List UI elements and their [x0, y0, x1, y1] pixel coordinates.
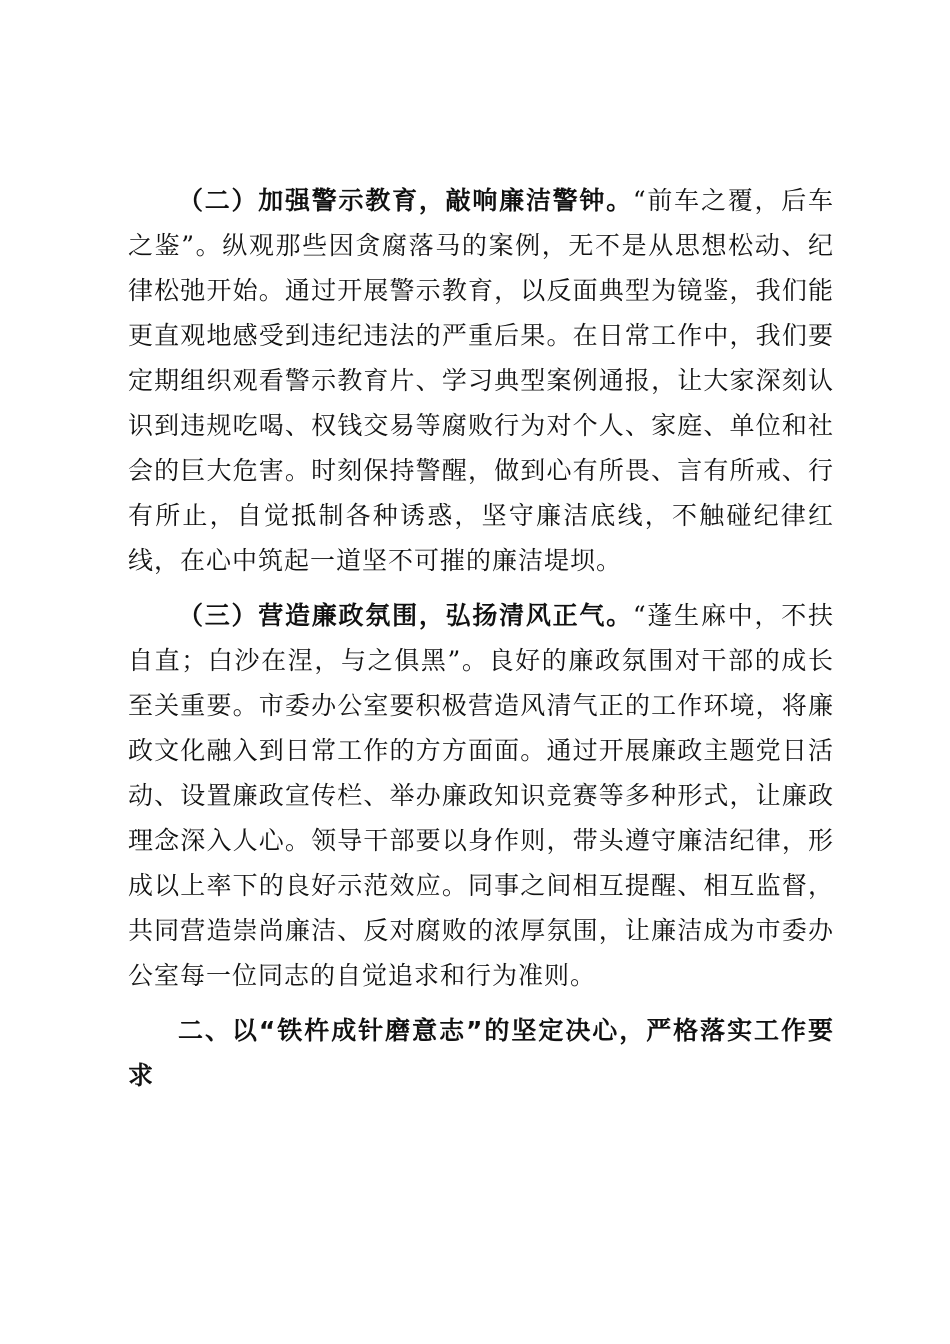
paragraph-text: “蓬生麻中，不扶自直；白沙在涅，与之俱黑”。良好的廉政氛围对干部的成长至关重要。市委办公室要积极营造风清气正的工作环境，将廉政文化融入到日常工作的方方面面。通过开展廉政主题党日活动、设置廉政宣传栏、举办廉政知识竞赛等多种形式，让廉政理念深入人心。领导干部要以身作则，带头遵守廉洁纪律，形成以上率下的良好示范效应。同事之间相互提醒、相互监督，共同营造崇尚廉洁、反对腐败的浓厚氛围，让廉洁成为市委办公室每一位同志的自觉追求和行为准则。 — [128, 601, 834, 990]
paragraph-clean-atmosphere — [128, 593, 834, 998]
paragraph-warning-education — [128, 178, 834, 583]
subheading-warning-education: （二）加强警示教育，敲响廉洁警钟。 — [178, 186, 633, 215]
section-heading: 二、以“铁杵成针磨意志”的坚定决心，严格落实工作要求 — [128, 1016, 834, 1090]
paragraph-text: “前车之覆，后车之鉴”。纵观那些因贪腐落马的案例，无不是从思想松动、纪律松弛开始。通过开展警示教育，以反面典型为镜鉴，我们能更直观地感受到违纪违法的严重后果。在日常工作中，我们要定期组织观看警示教育片、学习典型案例通报，让大家深刻认识到违规吃喝、权钱交易等腐败行为对个人、家庭、单位和社会的巨大危害。时刻保持警醒，做到心有所畏、言有所戒、行有所止，自觉抵制各种诱惑，坚守廉洁底线，不触碰纪律红线，在心中筑起一道坚不可摧的廉洁堤坝。 — [128, 186, 834, 575]
subheading-clean-atmosphere: （三）营造廉政氛围，弘扬清风正气。 — [178, 601, 633, 630]
document-body — [128, 178, 834, 1098]
